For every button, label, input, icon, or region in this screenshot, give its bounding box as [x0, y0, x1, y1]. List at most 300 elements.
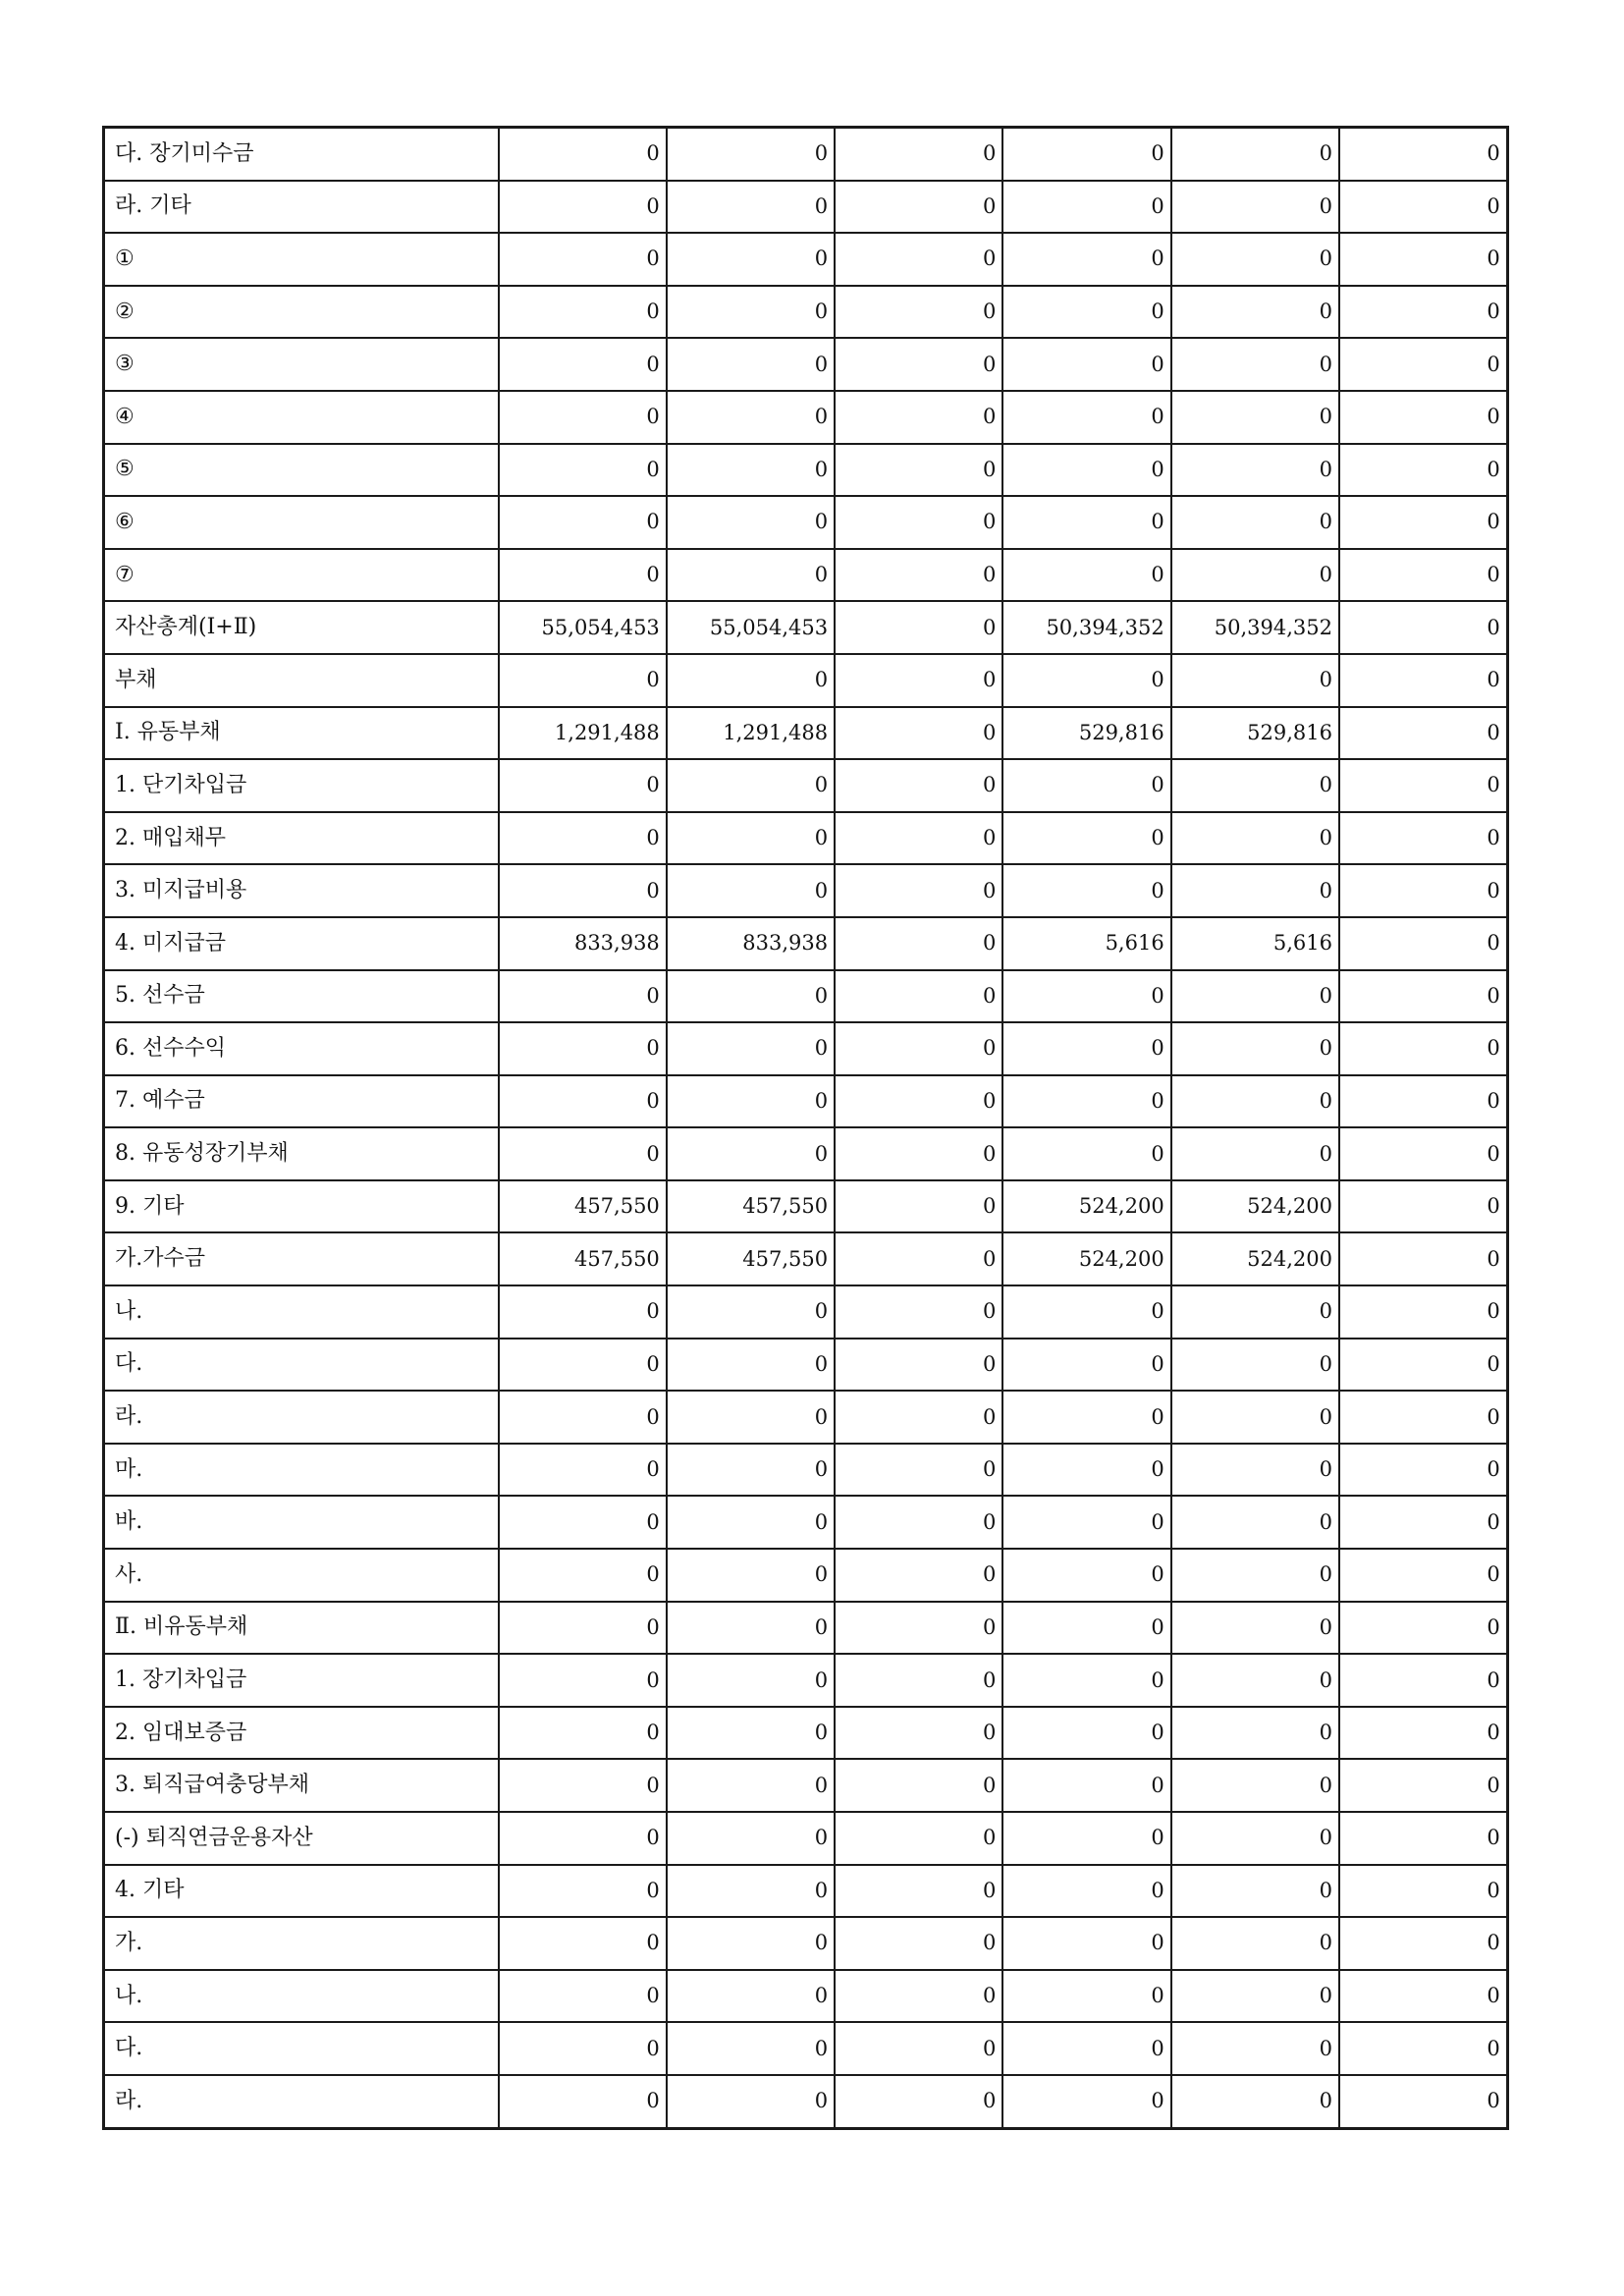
- amount-cell: 0: [667, 1865, 835, 1918]
- row-label: Ⅱ. 비유동부채: [104, 1602, 499, 1655]
- amount-cell: 524,200: [1002, 1180, 1170, 1233]
- amount-cell: 0: [667, 1602, 835, 1655]
- table-row: [104, 1075, 1508, 1128]
- amount-cell: 0: [1171, 286, 1339, 339]
- row-label: Ⅰ. 유동부채: [104, 707, 499, 760]
- table-row: [104, 759, 1508, 812]
- amount-cell: 0: [1339, 1127, 1507, 1180]
- table-row: [104, 1022, 1508, 1075]
- table-row: [104, 864, 1508, 917]
- amount-cell: 0: [1339, 338, 1507, 391]
- amount-cell: 0: [499, 181, 667, 234]
- row-label: (-) 퇴직연금운용자산: [104, 1812, 499, 1865]
- row-label: 4. 기타: [104, 1865, 499, 1918]
- amount-cell: 0: [667, 444, 835, 497]
- amount-cell: 0: [1171, 233, 1339, 286]
- amount-cell: 833,938: [667, 917, 835, 970]
- table-row: [104, 286, 1508, 339]
- amount-cell: 0: [667, 1444, 835, 1497]
- row-label: ①: [104, 233, 499, 286]
- amount-cell: 0: [499, 233, 667, 286]
- amount-cell: 0: [835, 1339, 1002, 1392]
- amount-cell: 0: [835, 391, 1002, 444]
- amount-cell: 0: [499, 1075, 667, 1128]
- amount-cell: 0: [499, 1812, 667, 1865]
- table-row: [104, 1444, 1508, 1497]
- amount-cell: 0: [1339, 759, 1507, 812]
- amount-cell: 0: [1339, 181, 1507, 234]
- amount-cell: 55,054,453: [667, 601, 835, 654]
- amount-cell: 529,816: [1171, 707, 1339, 760]
- row-label: 3. 미지급비용: [104, 864, 499, 917]
- amount-cell: 1,291,488: [667, 707, 835, 760]
- amount-cell: 0: [667, 1339, 835, 1392]
- row-label: ⑥: [104, 496, 499, 549]
- amount-cell: 0: [499, 1022, 667, 1075]
- amount-cell: 0: [499, 864, 667, 917]
- amount-cell: 0: [667, 1022, 835, 1075]
- amount-cell: 0: [1339, 1654, 1507, 1707]
- amount-cell: 0: [1002, 1285, 1170, 1339]
- amount-cell: 0: [667, 759, 835, 812]
- row-label: 바.: [104, 1496, 499, 1549]
- amount-cell: 0: [1339, 1180, 1507, 1233]
- amount-cell: 0: [1339, 1812, 1507, 1865]
- amount-cell: 0: [1339, 1759, 1507, 1812]
- row-label: 나.: [104, 1970, 499, 2023]
- amount-cell: 0: [835, 2022, 1002, 2075]
- amount-cell: 0: [499, 1602, 667, 1655]
- amount-cell: 5,616: [1002, 917, 1170, 970]
- row-label: 5. 선수금: [104, 970, 499, 1023]
- amount-cell: 0: [1339, 1917, 1507, 1970]
- table-row: [104, 1549, 1508, 1602]
- amount-cell: 0: [1002, 128, 1170, 181]
- amount-cell: 0: [667, 1549, 835, 1602]
- amount-cell: 0: [1339, 496, 1507, 549]
- amount-cell: 0: [835, 1232, 1002, 1285]
- amount-cell: 529,816: [1002, 707, 1170, 760]
- amount-cell: 0: [835, 1496, 1002, 1549]
- row-label: 사.: [104, 1549, 499, 1602]
- amount-cell: 0: [667, 549, 835, 602]
- amount-cell: 0: [1339, 2075, 1507, 2128]
- amount-cell: 0: [1171, 391, 1339, 444]
- amount-cell: 0: [1002, 1496, 1170, 1549]
- amount-cell: 0: [499, 1285, 667, 1339]
- amount-cell: 0: [1171, 1391, 1339, 1444]
- amount-cell: 0: [1171, 654, 1339, 707]
- amount-cell: 0: [1339, 1549, 1507, 1602]
- amount-cell: 0: [835, 864, 1002, 917]
- amount-cell: 0: [1339, 812, 1507, 865]
- financial-statement-table: [102, 126, 1509, 2130]
- amount-cell: 0: [1339, 1391, 1507, 1444]
- table-row: [104, 1812, 1508, 1865]
- amount-cell: 0: [1171, 2022, 1339, 2075]
- amount-cell: 0: [667, 1707, 835, 1760]
- amount-cell: 0: [667, 1496, 835, 1549]
- table-row: [104, 1496, 1508, 1549]
- amount-cell: 0: [1339, 549, 1507, 602]
- amount-cell: 0: [835, 1285, 1002, 1339]
- amount-cell: 0: [1002, 1549, 1170, 1602]
- amount-cell: 0: [499, 1917, 667, 1970]
- amount-cell: 0: [667, 1917, 835, 1970]
- amount-cell: 0: [1171, 864, 1339, 917]
- table-row: [104, 1970, 1508, 2023]
- amount-cell: 0: [835, 1444, 1002, 1497]
- table-row: [104, 496, 1508, 549]
- table-row: [104, 601, 1508, 654]
- amount-cell: 0: [1171, 1917, 1339, 1970]
- amount-cell: 0: [1339, 1232, 1507, 1285]
- amount-cell: 0: [835, 1602, 1002, 1655]
- amount-cell: 0: [835, 286, 1002, 339]
- amount-cell: 0: [1171, 128, 1339, 181]
- amount-cell: 0: [1171, 338, 1339, 391]
- amount-cell: 0: [1339, 1339, 1507, 1392]
- amount-cell: 0: [835, 128, 1002, 181]
- amount-cell: 0: [499, 2022, 667, 2075]
- amount-cell: 0: [499, 2075, 667, 2128]
- amount-cell: 0: [1339, 1707, 1507, 1760]
- table-row: [104, 812, 1508, 865]
- amount-cell: 0: [499, 970, 667, 1023]
- amount-cell: 0: [1339, 1022, 1507, 1075]
- amount-cell: 0: [1171, 759, 1339, 812]
- table-row: [104, 338, 1508, 391]
- amount-cell: 457,550: [667, 1232, 835, 1285]
- amount-cell: 833,938: [499, 917, 667, 970]
- table-row: [104, 444, 1508, 497]
- amount-cell: 0: [835, 1917, 1002, 1970]
- amount-cell: 0: [667, 1075, 835, 1128]
- table-row: [104, 917, 1508, 970]
- row-label: 다.: [104, 2022, 499, 2075]
- table-body: [104, 128, 1508, 2129]
- amount-cell: 0: [1002, 970, 1170, 1023]
- amount-cell: 0: [667, 338, 835, 391]
- amount-cell: 0: [667, 864, 835, 917]
- amount-cell: 0: [667, 1812, 835, 1865]
- table-row: [104, 549, 1508, 602]
- amount-cell: 0: [1171, 1602, 1339, 1655]
- table-row: [104, 707, 1508, 760]
- row-label: 3. 퇴직급여충당부채: [104, 1759, 499, 1812]
- amount-cell: 0: [499, 286, 667, 339]
- amount-cell: 0: [1002, 1917, 1170, 1970]
- amount-cell: 0: [667, 1285, 835, 1339]
- amount-cell: 0: [499, 1865, 667, 1918]
- row-label: 2. 임대보증금: [104, 1707, 499, 1760]
- amount-cell: 0: [835, 1759, 1002, 1812]
- amount-cell: 0: [835, 2075, 1002, 2128]
- table-row: [104, 181, 1508, 234]
- row-label: 다.: [104, 1339, 499, 1392]
- amount-cell: 0: [499, 1707, 667, 1760]
- row-label: 라. 기타: [104, 181, 499, 234]
- amount-cell: 0: [1002, 1654, 1170, 1707]
- amount-cell: 1,291,488: [499, 707, 667, 760]
- amount-cell: 0: [1171, 1075, 1339, 1128]
- amount-cell: 0: [1171, 1812, 1339, 1865]
- row-label: 부채: [104, 654, 499, 707]
- row-label: 8. 유동성장기부채: [104, 1127, 499, 1180]
- row-label: 1. 단기차입금: [104, 759, 499, 812]
- row-label: 가.가수금: [104, 1232, 499, 1285]
- table-row: [104, 1232, 1508, 1285]
- amount-cell: 0: [1002, 549, 1170, 602]
- table-row: [104, 1285, 1508, 1339]
- amount-cell: 0: [1171, 1759, 1339, 1812]
- amount-cell: 0: [835, 970, 1002, 1023]
- table-row: [104, 1654, 1508, 1707]
- amount-cell: 55,054,453: [499, 601, 667, 654]
- amount-cell: 0: [1002, 338, 1170, 391]
- amount-cell: 0: [499, 1654, 667, 1707]
- row-label: ⑦: [104, 549, 499, 602]
- amount-cell: 0: [1002, 1865, 1170, 1918]
- row-label: ③: [104, 338, 499, 391]
- amount-cell: 0: [835, 1391, 1002, 1444]
- amount-cell: 0: [1002, 1444, 1170, 1497]
- table-row: [104, 654, 1508, 707]
- amount-cell: 0: [667, 1391, 835, 1444]
- row-label: 마.: [104, 1444, 499, 1497]
- amount-cell: 0: [835, 1127, 1002, 1180]
- amount-cell: 5,616: [1171, 917, 1339, 970]
- amount-cell: 0: [667, 391, 835, 444]
- amount-cell: 457,550: [499, 1232, 667, 1285]
- table-row: [104, 2022, 1508, 2075]
- amount-cell: 0: [667, 128, 835, 181]
- row-label: ⑤: [104, 444, 499, 497]
- amount-cell: 0: [835, 1022, 1002, 1075]
- row-label: 7. 예수금: [104, 1075, 499, 1128]
- amount-cell: 0: [1339, 864, 1507, 917]
- amount-cell: 50,394,352: [1171, 601, 1339, 654]
- amount-cell: 0: [835, 181, 1002, 234]
- amount-cell: 0: [835, 654, 1002, 707]
- amount-cell: 0: [1339, 1285, 1507, 1339]
- amount-cell: 0: [1171, 1339, 1339, 1392]
- row-label: 1. 장기차입금: [104, 1654, 499, 1707]
- amount-cell: 0: [1171, 1707, 1339, 1760]
- amount-cell: 0: [1002, 391, 1170, 444]
- amount-cell: 0: [499, 654, 667, 707]
- amount-cell: 0: [1171, 1496, 1339, 1549]
- table-row: [104, 1759, 1508, 1812]
- amount-cell: 0: [835, 1549, 1002, 1602]
- amount-cell: 0: [1339, 233, 1507, 286]
- amount-cell: 0: [1339, 1602, 1507, 1655]
- amount-cell: 0: [1002, 2022, 1170, 2075]
- amount-cell: 0: [835, 549, 1002, 602]
- amount-cell: 0: [1171, 812, 1339, 865]
- amount-cell: 0: [499, 1496, 667, 1549]
- table-row: [104, 1707, 1508, 1760]
- amount-cell: 0: [667, 233, 835, 286]
- amount-cell: 0: [1002, 759, 1170, 812]
- amount-cell: 0: [667, 496, 835, 549]
- amount-cell: 0: [1339, 1970, 1507, 2023]
- amount-cell: 0: [499, 812, 667, 865]
- amount-cell: 0: [499, 338, 667, 391]
- amount-cell: 0: [835, 1075, 1002, 1128]
- amount-cell: 0: [835, 601, 1002, 654]
- row-label: 4. 미지급금: [104, 917, 499, 970]
- amount-cell: 524,200: [1171, 1180, 1339, 1233]
- amount-cell: 0: [1002, 1391, 1170, 1444]
- table-row: [104, 233, 1508, 286]
- amount-cell: 0: [1171, 970, 1339, 1023]
- amount-cell: 0: [1171, 549, 1339, 602]
- amount-cell: 0: [1002, 1339, 1170, 1392]
- amount-cell: 0: [1002, 864, 1170, 917]
- amount-cell: 0: [1339, 654, 1507, 707]
- amount-cell: 0: [835, 1180, 1002, 1233]
- table-row: [104, 1391, 1508, 1444]
- amount-cell: 524,200: [1002, 1232, 1170, 1285]
- amount-cell: 0: [499, 1391, 667, 1444]
- amount-cell: 524,200: [1171, 1232, 1339, 1285]
- amount-cell: 0: [835, 812, 1002, 865]
- row-label: ④: [104, 391, 499, 444]
- amount-cell: 0: [1339, 1444, 1507, 1497]
- amount-cell: 0: [1002, 654, 1170, 707]
- amount-cell: 0: [835, 707, 1002, 760]
- amount-cell: 0: [667, 286, 835, 339]
- table-row: [104, 2075, 1508, 2128]
- amount-cell: 0: [835, 233, 1002, 286]
- amount-cell: 0: [1002, 1970, 1170, 2023]
- amount-cell: 0: [1171, 1444, 1339, 1497]
- amount-cell: 0: [835, 1865, 1002, 1918]
- amount-cell: 0: [1002, 1759, 1170, 1812]
- table-row: [104, 1865, 1508, 1918]
- amount-cell: 0: [667, 1970, 835, 2023]
- table-row: [104, 1917, 1508, 1970]
- row-label: 2. 매입채무: [104, 812, 499, 865]
- amount-cell: 0: [1002, 1127, 1170, 1180]
- amount-cell: 0: [1339, 601, 1507, 654]
- amount-cell: 0: [1339, 1865, 1507, 1918]
- amount-cell: 0: [667, 1654, 835, 1707]
- amount-cell: 0: [835, 1970, 1002, 2023]
- amount-cell: 0: [1002, 1812, 1170, 1865]
- table-row: [104, 970, 1508, 1023]
- amount-cell: 0: [835, 1812, 1002, 1865]
- amount-cell: 0: [1171, 444, 1339, 497]
- amount-cell: 0: [667, 1127, 835, 1180]
- amount-cell: 0: [1171, 1127, 1339, 1180]
- table-row: [104, 1127, 1508, 1180]
- amount-cell: 0: [835, 1654, 1002, 1707]
- amount-cell: 0: [1339, 2022, 1507, 2075]
- table-row: [104, 128, 1508, 181]
- amount-cell: 0: [1002, 2075, 1170, 2128]
- amount-cell: 0: [1171, 1285, 1339, 1339]
- amount-cell: 0: [1002, 496, 1170, 549]
- amount-cell: 0: [1002, 1022, 1170, 1075]
- table-row: [104, 1180, 1508, 1233]
- amount-cell: 0: [835, 1707, 1002, 1760]
- amount-cell: 0: [499, 444, 667, 497]
- amount-cell: 0: [499, 759, 667, 812]
- amount-cell: 0: [1339, 917, 1507, 970]
- row-label: ②: [104, 286, 499, 339]
- amount-cell: 0: [667, 812, 835, 865]
- amount-cell: 0: [1002, 181, 1170, 234]
- row-label: 6. 선수수익: [104, 1022, 499, 1075]
- amount-cell: 0: [1002, 233, 1170, 286]
- amount-cell: 0: [1339, 391, 1507, 444]
- amount-cell: 0: [667, 1759, 835, 1812]
- amount-cell: 0: [1002, 286, 1170, 339]
- amount-cell: 0: [667, 970, 835, 1023]
- row-label: 라.: [104, 1391, 499, 1444]
- row-label: 자산총계(Ⅰ+Ⅱ): [104, 601, 499, 654]
- amount-cell: 0: [499, 128, 667, 181]
- table-row: [104, 1602, 1508, 1655]
- amount-cell: 0: [1171, 1022, 1339, 1075]
- amount-cell: 0: [667, 181, 835, 234]
- amount-cell: 0: [1339, 1496, 1507, 1549]
- amount-cell: 0: [1339, 286, 1507, 339]
- amount-cell: 0: [499, 1549, 667, 1602]
- amount-cell: 457,550: [499, 1180, 667, 1233]
- amount-cell: 0: [1002, 1075, 1170, 1128]
- row-label: 9. 기타: [104, 1180, 499, 1233]
- amount-cell: 0: [1171, 181, 1339, 234]
- amount-cell: 0: [835, 444, 1002, 497]
- amount-cell: 0: [499, 1759, 667, 1812]
- amount-cell: 0: [1339, 444, 1507, 497]
- amount-cell: 0: [1339, 707, 1507, 760]
- row-label: 나.: [104, 1285, 499, 1339]
- amount-cell: 0: [1171, 2075, 1339, 2128]
- amount-cell: 0: [835, 759, 1002, 812]
- amount-cell: 0: [667, 2075, 835, 2128]
- amount-cell: 0: [1339, 1075, 1507, 1128]
- amount-cell: 0: [1171, 1865, 1339, 1918]
- amount-cell: 457,550: [667, 1180, 835, 1233]
- amount-cell: 0: [499, 1339, 667, 1392]
- amount-cell: 0: [1171, 1654, 1339, 1707]
- table-row: [104, 391, 1508, 444]
- amount-cell: 0: [1171, 1970, 1339, 2023]
- amount-cell: 0: [499, 549, 667, 602]
- amount-cell: 0: [1339, 128, 1507, 181]
- row-label: 라.: [104, 2075, 499, 2128]
- amount-cell: 0: [835, 496, 1002, 549]
- amount-cell: 0: [499, 391, 667, 444]
- amount-cell: 0: [499, 496, 667, 549]
- row-label: 다. 장기미수금: [104, 128, 499, 181]
- amount-cell: 0: [835, 338, 1002, 391]
- amount-cell: 0: [1002, 1707, 1170, 1760]
- amount-cell: 0: [1171, 496, 1339, 549]
- amount-cell: 0: [499, 1444, 667, 1497]
- amount-cell: 0: [667, 2022, 835, 2075]
- amount-cell: 0: [835, 917, 1002, 970]
- amount-cell: 50,394,352: [1002, 601, 1170, 654]
- amount-cell: 0: [1002, 1602, 1170, 1655]
- amount-cell: 0: [1339, 970, 1507, 1023]
- amount-cell: 0: [1002, 812, 1170, 865]
- table-row: [104, 1339, 1508, 1392]
